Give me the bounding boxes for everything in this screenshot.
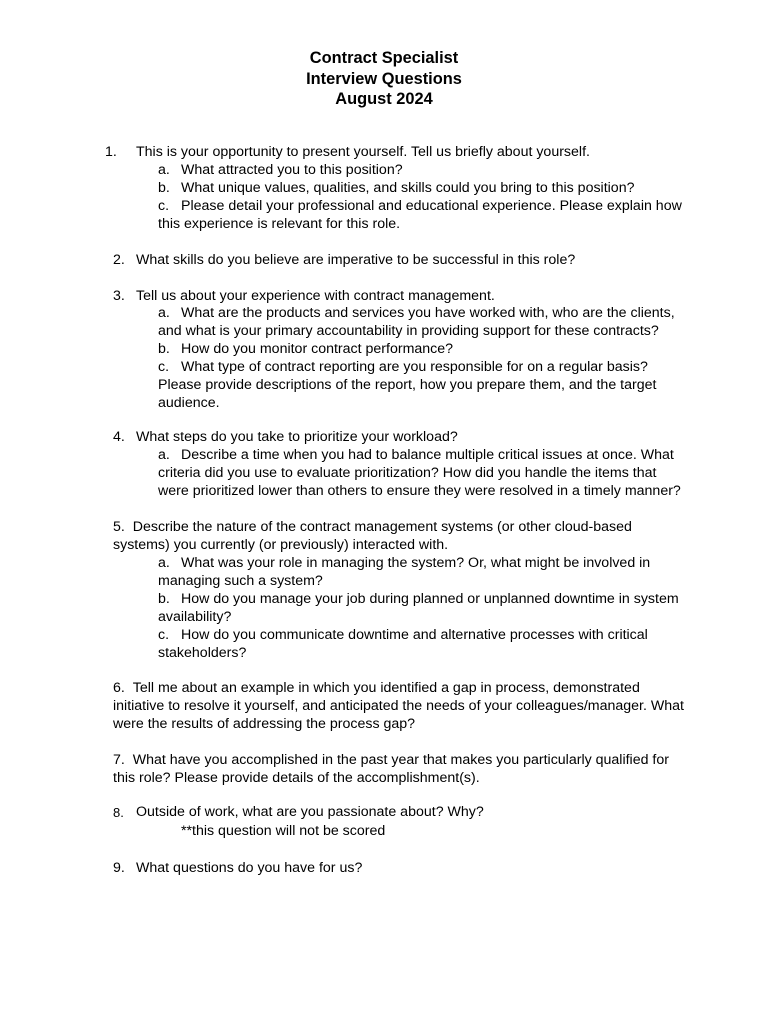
question-1-sub-b [158,179,738,197]
sub-a-text: What are the products and services you have worked with, who are the clients, [181,305,675,321]
question-2-text: What skills do you believe are imperative to be successful in this role? [136,252,576,268]
title-line-2: Interview Questions [306,69,462,88]
question-7-text: What have you accomplished in the past year that makes you particularly qualified for [132,752,669,768]
question-6-line-2: initiative to resolve it yourself, and anticipated the needs of your colleagues/manager. What [113,698,684,714]
question-5-subitems [158,554,738,662]
question-5-sub-a [158,554,738,572]
sub-a-text: Describe a time when you had to balance multiple critical issues at once. What [181,447,674,463]
question-5 [113,518,733,554]
question-1-number: 1. [105,144,117,160]
question-5-sub-c [158,626,738,644]
question-3-sub-c-cont-1: Please provide descriptions of the report, how you prepare them, and the target [158,377,657,393]
question-3-sub-a [158,304,738,322]
question-3-sub-b [158,340,738,358]
sub-a-label: a. [158,162,170,178]
question-7-line-1 [113,751,733,769]
sub-b-text: What unique values, qualities, and skills could you bring to this position? [181,180,635,196]
question-5-sub-b-cont: availability? [158,609,232,625]
question-9-text: What questions do you have for us? [136,860,363,876]
sub-a-label: a. [158,305,170,321]
question-5-line-1 [113,518,733,536]
question-7-number: 7. [113,752,125,768]
question-5-sub-b [158,590,738,608]
question-5-line-2: systems) you currently (or previously) interacted with. [113,537,449,553]
question-8-text: Outside of work, what are you passionate about? Why? [136,804,484,820]
sub-c-label: c. [158,627,170,643]
question-6-line-3: were the results of addressing the process gap? [113,716,416,732]
question-3-subitems [158,304,738,412]
question-9-number: 9. [113,860,125,876]
document-title [0,48,768,110]
question-1-subitems [158,161,738,233]
question-4-subitems [158,446,738,500]
question-6-line-1 [113,679,733,697]
sub-a-text: What attracted you to this position? [181,162,403,178]
question-1-sub-c-cont: this experience is relevant for this role. [158,216,401,232]
question-8-number: 8. [113,805,124,820]
sub-a-label: a. [158,447,170,463]
title-line-1: Contract Specialist [309,49,459,67]
question-6 [113,679,733,733]
sub-a-text: What was your role in managing the system? Or, what might be involved in [181,555,651,571]
sub-c-text: Please detail your professional and educational experience. Please explain how [181,198,682,214]
question-3-text: Tell us about your experience with contract management. [136,288,495,304]
question-1-text: This is your opportunity to present yourself. Tell us briefly about yourself. [136,144,590,160]
question-4-sub-a-cont-2: were prioritized lower than others to ensure they were resolved in a timely manner? [158,483,681,499]
question-1-sub-c [158,197,738,215]
sub-c-label: c. [158,359,170,375]
question-5-text: Describe the nature of the contract management systems (or other cloud-based [132,519,632,535]
sub-b-text: How do you manage your job during planned or unplanned downtime in system [181,591,679,607]
sub-c-text: How do you communicate downtime and alternative processes with critical [181,627,648,643]
question-6-number: 6. [113,680,125,696]
sub-b-label: b. [158,341,170,357]
question-5-sub-a-cont: managing such a system? [158,573,323,589]
question-3-sub-a-cont: and what is your primary accountability in providing support for these contracts? [158,323,659,339]
question-3-sub-c-cont-2: audience. [158,395,220,411]
question-3-sub-c [158,358,738,376]
sub-b-label: b. [158,591,170,607]
sub-c-text: What type of contract reporting are you responsible for on a regular basis? [181,359,648,375]
question-7 [113,751,733,787]
question-8-note: **this question will not be scored [181,823,386,839]
question-4-number: 4. [113,429,125,445]
question-6-text: Tell me about an example in which you identified a gap in process, demonstrated [132,680,640,696]
title-line-3: August 2024 [335,90,433,108]
question-2-number: 2. [113,252,125,268]
question-5-number: 5. [113,519,125,535]
question-4-sub-a-cont-1: criteria did you use to evaluate prioritization? How did you handle the items that [158,465,657,481]
question-3-number: 3. [113,288,125,304]
question-4-sub-a [158,446,738,464]
sub-b-text: How do you monitor contract performance? [181,341,454,357]
question-1-sub-a [158,161,738,179]
sub-b-label: b. [158,180,170,196]
question-5-sub-c-cont: stakeholders? [158,645,247,661]
question-7-line-2: this role? Please provide details of the accomplishment(s). [113,770,480,786]
sub-a-label: a. [158,555,170,571]
sub-c-label: c. [158,198,170,214]
question-4-text: What steps do you take to prioritize your workload? [136,429,458,445]
